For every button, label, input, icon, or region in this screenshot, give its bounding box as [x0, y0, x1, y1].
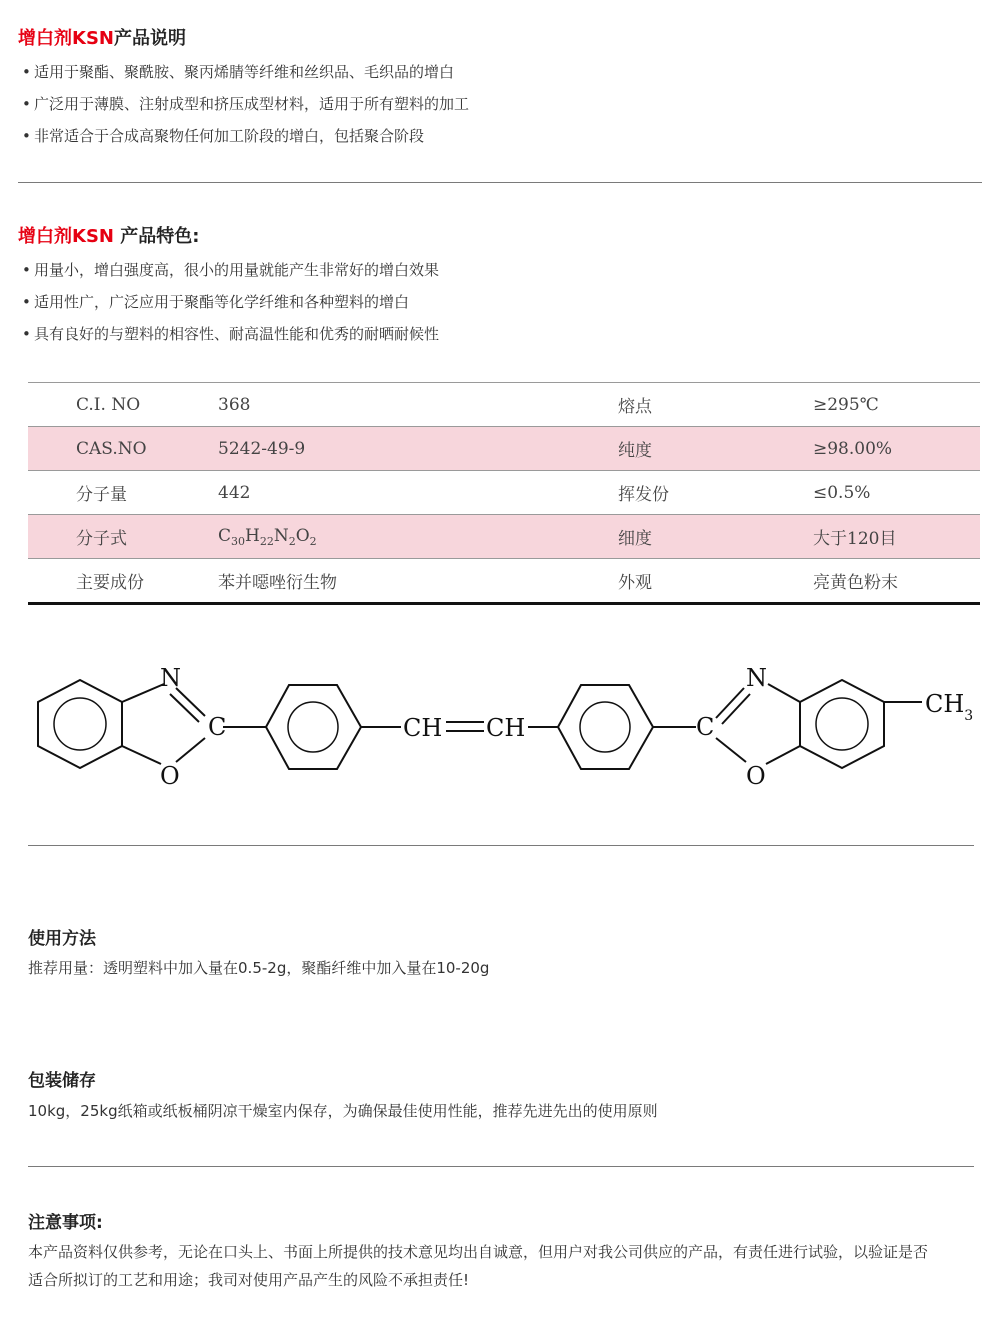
- ch-left: CH: [403, 714, 443, 742]
- storage-text: 10kg，25kg纸箱或纸板桶阴凉干燥室内保存，为确保最佳使用性能，推荐先进先出的使用原则: [28, 1102, 658, 1120]
- left-benzene-aromatic-circle: [54, 698, 106, 750]
- bond: [122, 746, 161, 764]
- right-benzene-aromatic-circle: [816, 698, 868, 750]
- atom-o-left: O: [160, 762, 180, 790]
- property-value: ≤0.5%: [813, 482, 871, 503]
- property-value: 大于120目: [813, 529, 897, 549]
- property-label: 熔点: [618, 397, 652, 417]
- methyl-subscript: 3: [964, 708, 974, 724]
- methyl-ch: CH: [925, 690, 965, 718]
- notice-title: 注意事项:: [28, 1213, 103, 1233]
- property-label: 外观: [618, 573, 652, 594]
- formula-n-count: 2: [288, 534, 296, 548]
- atom-c-left: C: [208, 713, 227, 741]
- property-value: 苯并噁唑衍生物: [218, 573, 337, 594]
- divider: [28, 1166, 974, 1167]
- property-value: 亮黄色粉末: [813, 573, 898, 594]
- list-item: • 具有良好的与塑料的相容性、耐高温性能和优秀的耐晒耐候性: [22, 318, 439, 350]
- atom-o-right: O: [746, 762, 766, 790]
- product-description-title: [18, 24, 186, 50]
- property-label: 主要成份: [76, 573, 144, 594]
- storage-title: 包装储存: [28, 1071, 96, 1091]
- property-label: C.I. NO: [76, 394, 141, 415]
- list-item: • 用量小，增白强度高，很小的用量就能产生非常好的增白效果: [22, 254, 439, 286]
- features-list: [22, 254, 439, 350]
- title-product-name: 增白剂KSN: [18, 28, 114, 49]
- notice-text-line-2: 适合所拟订的工艺和用途；我司对使用产品产生的风险不承担责任!: [28, 1271, 470, 1289]
- formula-o: O: [295, 525, 310, 546]
- bond: [716, 688, 744, 718]
- bond: [722, 694, 750, 724]
- bond: [768, 684, 800, 702]
- phenyl-aromatic-circle: [580, 702, 630, 752]
- product-features-title: [18, 222, 199, 248]
- property-label: 细度: [618, 529, 652, 549]
- bond: [122, 684, 164, 702]
- table-bottom-rule: [28, 602, 980, 605]
- chemical-structure: [28, 640, 988, 810]
- table-row: [28, 471, 980, 515]
- property-label: CAS.NO: [76, 438, 147, 459]
- title-suffix: 产品说明: [113, 28, 186, 49]
- divider: [18, 182, 982, 183]
- property-value: ≥295℃: [813, 394, 879, 415]
- property-label: 分子式: [76, 529, 127, 549]
- divider: [28, 845, 974, 846]
- atom-c-right: C: [696, 713, 715, 741]
- description-list: [22, 56, 469, 152]
- bond: [170, 694, 199, 722]
- table-row: [28, 383, 980, 427]
- ch-right: CH: [486, 714, 526, 742]
- left-benzene-ring: [38, 680, 122, 768]
- phenyl-ring-left: [266, 685, 361, 769]
- atom-n-right: N: [746, 664, 767, 692]
- property-label: 挥发份: [618, 485, 669, 505]
- bond: [176, 688, 205, 716]
- formula-c: C: [218, 525, 232, 546]
- usage-text: 推荐用量：透明塑料中加入量在0.5-2g，聚酯纤维中加入量在10-20g: [28, 959, 490, 977]
- list-item: • 广泛用于薄膜、注射成型和挤压成型材料，适用于所有塑料的加工: [22, 88, 469, 120]
- properties-table: [28, 382, 980, 603]
- table-row: [28, 515, 980, 559]
- right-benzene-ring: [800, 680, 884, 768]
- formula-c-count: 30: [231, 534, 246, 548]
- phenyl-aromatic-circle: [288, 702, 338, 752]
- list-item: • 非常适合于合成高聚物任何加工阶段的增白，包括聚合阶段: [22, 120, 469, 152]
- methyl-group: [925, 690, 973, 724]
- atom-n-left: N: [160, 664, 181, 692]
- notice-text-line-1: 本产品资料仅供参考，无论在口头上、书面上所提供的技术意见均出自诚意，但用户对我公司供应的产品，有责任进行试验，以验证是否: [28, 1243, 929, 1261]
- formula-o-count: 2: [309, 534, 317, 548]
- list-item: • 适用性广，广泛应用于聚酯等化学纤维和各种塑料的增白: [22, 286, 439, 318]
- molecular-formula: [218, 515, 618, 559]
- property-value: ≥98.00%: [813, 438, 893, 459]
- usage-title: 使用方法: [28, 929, 96, 949]
- property-value: 5242-49-9: [218, 438, 306, 459]
- property-label: 纯度: [618, 441, 652, 461]
- bond: [176, 738, 205, 762]
- list-item: • 适用于聚酯、聚酰胺、聚丙烯腈等纤维和丝织品、毛织品的增白: [22, 56, 469, 88]
- formula-h-count: 22: [259, 534, 274, 548]
- formula-n: N: [273, 525, 289, 546]
- table-row: [28, 427, 980, 471]
- property-value: 368: [218, 394, 251, 415]
- bond: [716, 738, 746, 762]
- bond: [766, 746, 800, 764]
- title-product-name: 增白剂KSN: [18, 226, 114, 247]
- table-row: [28, 559, 980, 603]
- formula-h: H: [245, 525, 260, 546]
- property-label: 分子量: [76, 485, 127, 505]
- phenyl-ring-right: [558, 685, 653, 769]
- property-value: 442: [218, 482, 251, 503]
- title-suffix: 产品特色:: [113, 226, 200, 247]
